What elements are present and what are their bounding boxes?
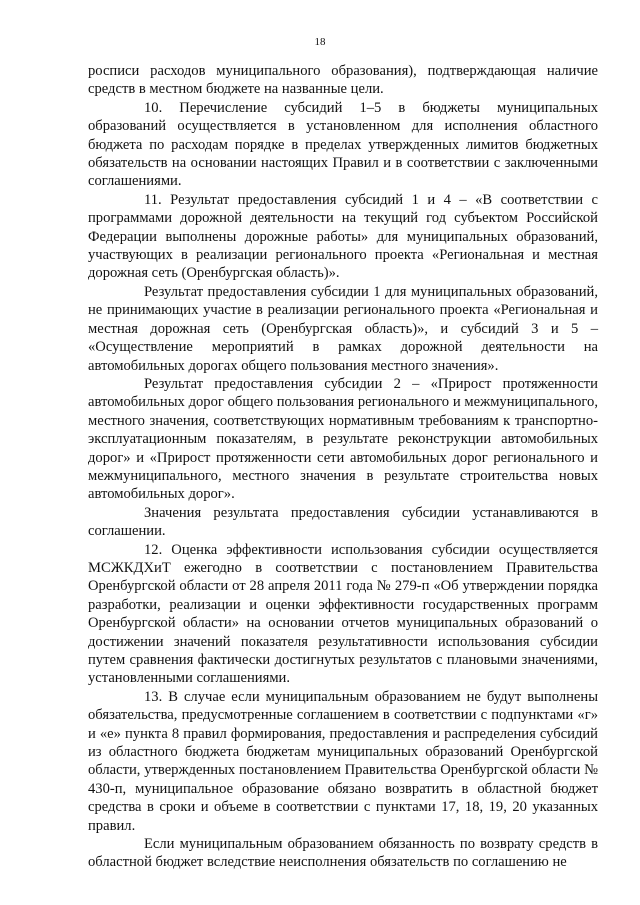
paragraph-result-values: Значения результата предоставления субсидии устанавливаются в соглашении. bbox=[88, 504, 598, 540]
paragraph-item-13: 13. В случае если муниципальным образованием не будут выполнены обязательства, предусмотренные соглашением в соответствии с подпунктами «г» и «е» пункта 8 правил формирования, предоставления и распределения субсидий из областного бюджета бюджетам муниципальных образований Оренбургской области, утвержденных постановлением Правительства Оренбургской области № 430-п, муниципальное образование обязано возвратить в областной бюджет средства в сроки и объеме в соответствии с пунктами 17, 18, 19, 20 указанных правил. bbox=[88, 688, 598, 834]
paragraph-item-11: 11. Результат предоставления субсидий 1 и 4 – «В соответствии с программами дорожной деятельности на текущий год субъектом Российской Федерации выполнены дорожные работы» для муниципальных образований, участвующих в реализации регионального проекта «Региональная и местная дорожная сеть (Оренбургская область)». bbox=[88, 191, 598, 282]
paragraph-subsidy-2-result: Результат предоставления субсидии 2 – «Прирост протяженности автомобильных дорог общего пользования регионального и межмуниципального, местного значения, соответствующих нормативным требованиям к транспортно-эксплуатационным показателям, в результате реконструкции автомобильных дорог» и «Прирост протяженности сети автомобильных дорог регионального и межмуниципального, местного значения в результате строительства новых автомобильных дорог». bbox=[88, 375, 598, 503]
paragraph-refund-obligation: Если муниципальным образованием обязанность по возврату средств в областной бюджет вследствие неисполнения обязательств по соглашению не bbox=[88, 836, 598, 871]
paragraph-subsidy-1-result: Результат предоставления субсидии 1 для муниципальных образований, не принимающих участие в реализации регионального проекта «Региональная и местная дорожная сеть (Оренбургская область)», и субсидий 3 и 5 – «Осуществление мероприятий в рамках дорожной деятельности на автомобильных дорогах общего пользования местного значения». bbox=[88, 283, 598, 374]
document-body bbox=[88, 62, 598, 872]
paragraph-continuation: росписи расходов муниципального образования), подтверждающая наличие средств в местном бюджете на названные цели. bbox=[88, 63, 598, 98]
paragraph-item-10: 10. Перечисление субсидий 1–5 в бюджеты муниципальных образований осуществляется в установленном для исполнения областного бюджета по расходам порядке в пределах утвержденных лимитов бюджетных обязательств на основании настоящих Правил и в соответствии с заключенными соглашениями. bbox=[88, 99, 598, 190]
paragraph-item-12: 12. Оценка эффективности использования субсидии осуществляется МСЖКДХиТ ежегодно в соответствии с постановлением Правительства Оренбургской области от 28 апреля 2011 года № 279-п «Об утверждении порядка разработки, реализации и оценки эффективности государственных программ Оренбургской области» на основании отчетов муниципальных образований о достижении значений показателя результативности использования субсидии путем сравнения фактически достигнутых результатов с плановыми значениями, установленными соглашениями. bbox=[88, 541, 598, 687]
page-number: 18 bbox=[314, 36, 326, 48]
